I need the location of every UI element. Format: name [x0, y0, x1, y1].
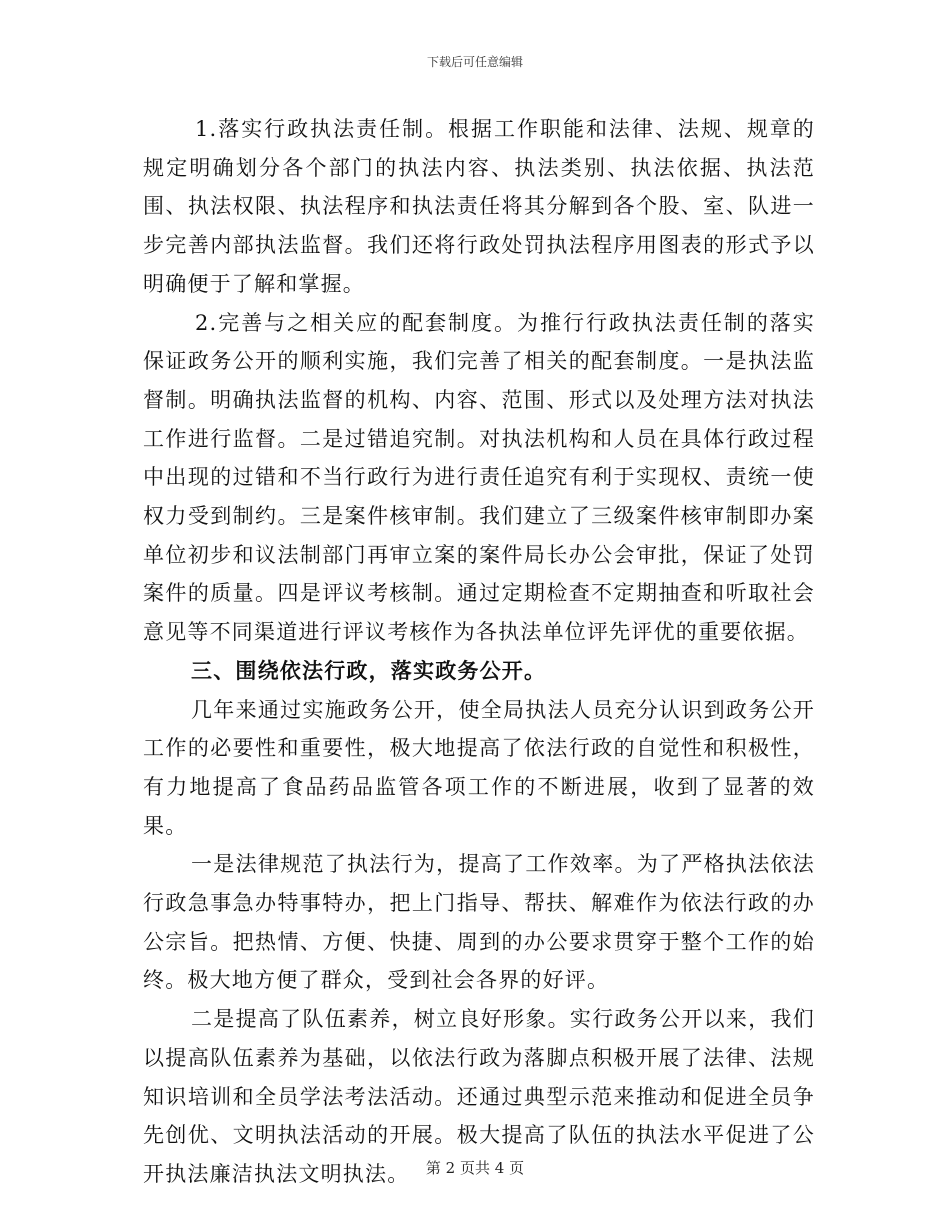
paragraph-point-2: 二是提高了队伍素养，树立良好形象。实行政务公开以来，我们以提高队伍素养为基础，以依法行政为落脚点积极开展了法律、法规知识培训和全员学法考法活动。还通过典型示范来推动和促进全员争先创优、文明执法活动的开展。极大提高了队伍的执法水平促进了公开执法廉洁执法文明执法。 [143, 1007, 815, 1186]
paragraph-intro: 几年来通过实施政务公开，使全局执法人员充分认识到政务公开工作的必要性和重要性，极大地提高了依法行政的自觉性和积极性，有力地提高了食品药品监管各项工作的不断进展，收到了显著的效果。 [143, 697, 815, 838]
paragraph-point-1: 一是法律规范了执法行为，提高了工作效率。为了严格执法依法行政急事急办特事特办，把上门指导、帮扶、解难作为依法行政的办公宗旨。把热情、方便、快捷、周到的办公要求贯穿于整个工作的始终。极大地方便了群众，受到社会各界的好评。 [143, 852, 815, 993]
page-number: 第 2 页共 4 页 [425, 1159, 525, 1177]
paragraph-item-1: 1.落实行政执法责任制。根据工作职能和法律、法规、规章的规定明确划分各个部门的执法内容、执法类别、执法依据、执法范围、执法权限、执法程序和执法责任将其分解到各个股、室、队进一步完善内部执法监督。我们还将行政处罚执法程序用图表的形式予以明确便于了解和掌握。 [143, 117, 815, 296]
document-body [143, 110, 815, 1194]
section-heading-3: 三、围绕依法行政，落实政务公开。 [191, 658, 547, 683]
page-header-note: 下载后可任意编辑 [426, 55, 523, 69]
paragraph-item-2: 2.完善与之相关应的配套制度。为推行行政执法责任制的落实保证政务公开的顺利实施，我们完善了相关的配套制度。一是执法监督制。明确执法监督的机构、内容、范围、形式以及处理方法对执法工作进行监督。二是过错追究制。对执法机构和人员在具体行政过程中出现的过错和不当行政行为进行责任追究有利于实现权、责统一使权力受到制约。三是案件核审制。我们建立了三级案件核审制即办案单位初步和议法制部门再审立案的案件局长办公会审批，保证了处罚案件的质量。四是评议考核制。通过定期检查不定期抽查和听取社会意见等不同渠道进行评议考核作为各执法单位评先评优的重要依据。 [143, 310, 815, 645]
